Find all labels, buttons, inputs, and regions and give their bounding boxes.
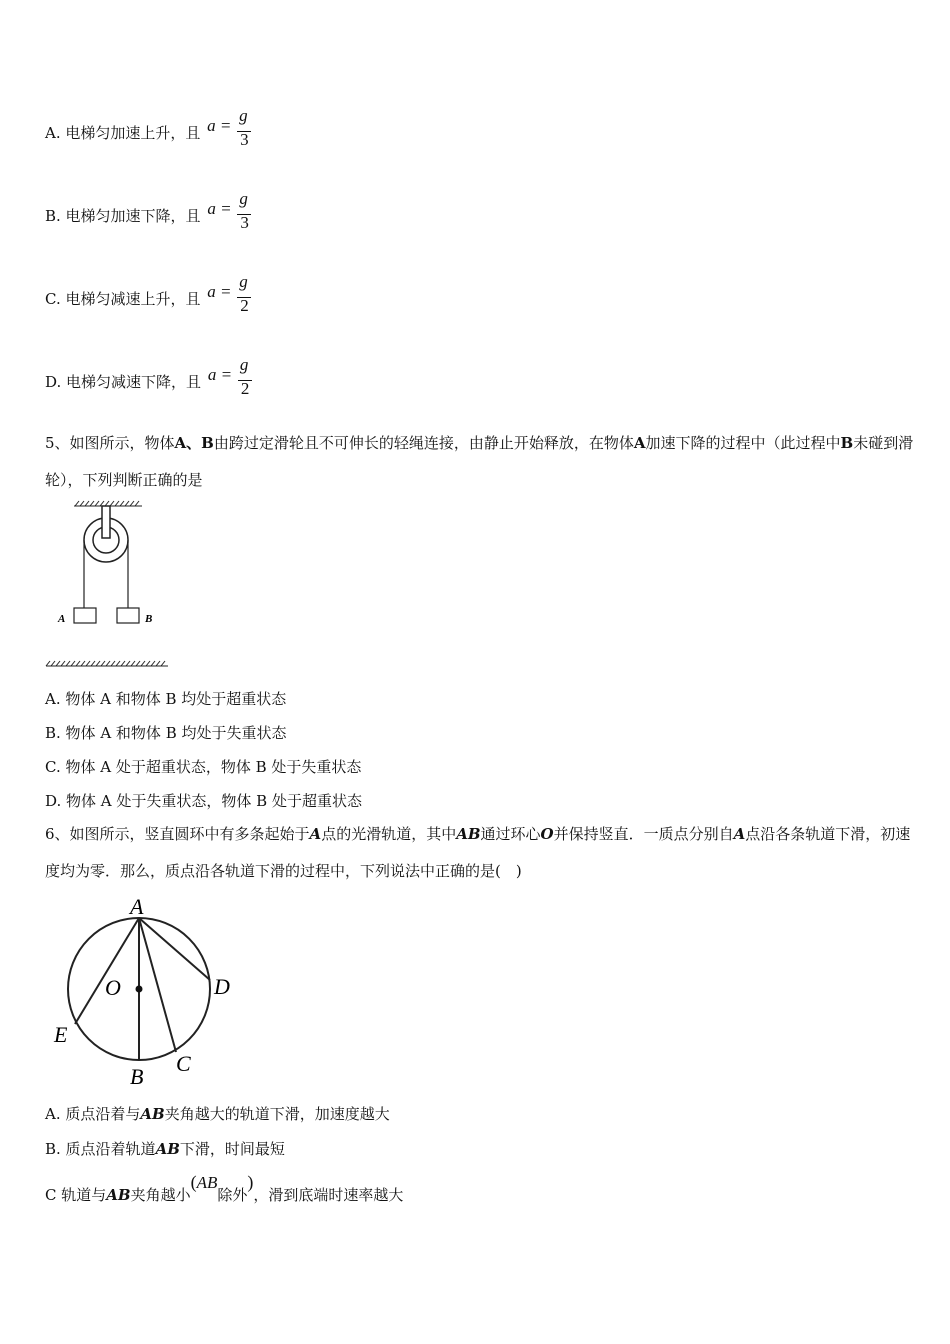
formula-denominator: 2 [240,379,250,398]
label-e: E [54,1022,68,1047]
formula-numerator: g [239,272,248,291]
q5-text: 未碰到滑轮），下列判断正确的是 [45,434,914,489]
fraction-formula [205,189,255,239]
formula-numerator: g [239,189,248,208]
formula-denominator: 3 [240,130,249,149]
center-point [136,986,143,993]
formula-lhs: a = [207,116,232,135]
option-text: 夹角越大的轨道下滑，加速度越大 [164,1105,390,1123]
option-text: ，滑到底端时速率越大 [253,1186,404,1204]
circle-track-figure [48,892,248,1092]
q5-text: 由跨过定滑轮且不可伸长的轻绳连接，由静止开始释放，在物体 [213,434,634,452]
option-text: A. 电梯匀加速上升，且 [45,124,201,142]
q4-option-d [45,355,256,405]
formula-denominator: 3 [240,213,249,232]
label-c: C [176,1051,191,1076]
option-text: C. 电梯匀减速上升，且 [45,290,201,308]
q5-stem [45,425,915,499]
pulley-figure [44,498,174,670]
label-a: A [130,894,144,919]
q6-option-c [45,1172,404,1205]
formula-lhs: a = [207,282,232,301]
option-text: D. 电梯匀减速下降，且 [45,373,202,391]
block-b [117,608,139,623]
fraction-formula [205,272,255,322]
q5-option-a: A. 物体 A 和物体 B 均处于超重状态 [45,690,287,708]
q6-text: 6、如图所示，竖直圆环中有多条起始于 [45,825,310,843]
q5-var-ab: A、B [174,434,214,452]
q6-text: 并保持竖直．一质点分别自 [553,825,734,843]
option-text: 除外 [217,1186,248,1204]
track-ae [75,918,139,1024]
formula-numerator: g [239,355,249,374]
q6-stem [45,816,915,890]
q6-var-a: A [309,825,322,843]
q6-var-a: A [733,825,746,843]
q6-var-o: O [540,825,554,843]
fraction-formula [206,355,256,405]
q6-text: 通过环心 [480,825,541,843]
formula-numerator: g [239,106,248,125]
label-b: B [130,1064,144,1089]
label-a: A [58,613,66,625]
option-var-ab: AB [155,1140,180,1158]
q5-text: 5、如图所示，物体 [45,434,175,452]
q6-var-ab: AB [456,825,481,843]
label-o: O [105,975,121,1000]
q6-option-a [45,1103,390,1124]
option-text: A. 质点沿着与 [45,1105,141,1123]
formula-lhs: a = [207,365,233,384]
q6-text: 点的光滑轨道，其中 [321,825,457,843]
option-text: C 轨道与 [45,1186,107,1204]
track-ac [139,918,176,1052]
fraction-formula [205,106,255,156]
q6-option-b [45,1138,285,1159]
option-var-ab: AB [106,1186,131,1204]
option-text: B. 电梯匀加速下降，且 [45,207,201,225]
option-var-ab: AB [140,1105,165,1123]
formula-lhs: a = [207,199,232,218]
q5-option-d: D. 物体 A 处于失重状态，物体 B 处于超重状态 [45,792,362,810]
q5-var-a: A [633,434,646,452]
paren-close: ) [247,1172,254,1192]
q5-var-b: B [840,434,854,452]
q5-text: 加速下降的过程中（此过程中 [645,434,841,452]
option-text: 夹角越小 [130,1186,191,1204]
q4-option-a [45,106,255,156]
label-d: D [214,974,230,999]
paren-var-ab: AB [196,1173,218,1192]
q5-option-b: B. 物体 A 和物体 B 均处于失重状态 [45,724,287,742]
label-b: B [145,613,153,625]
option-text: 下滑，时间最短 [179,1140,285,1158]
formula-denominator: 2 [240,296,249,315]
q4-option-c [45,272,255,322]
paren-open: ( [190,1172,197,1192]
ground-hatch [46,661,168,666]
option-text: B. 质点沿着轨道 [45,1140,156,1158]
block-a [74,608,96,623]
q6-text: 点沿各条轨道下滑，初速度均为零．那么，质点沿各轨道下滑的过程中，下列说法中正确的是( ) [45,825,911,880]
pulley-hanger [102,506,110,538]
q4-option-b [45,189,255,239]
q5-option-c: C. 物体 A 处于超重状态，物体 B 处于失重状态 [45,758,362,776]
